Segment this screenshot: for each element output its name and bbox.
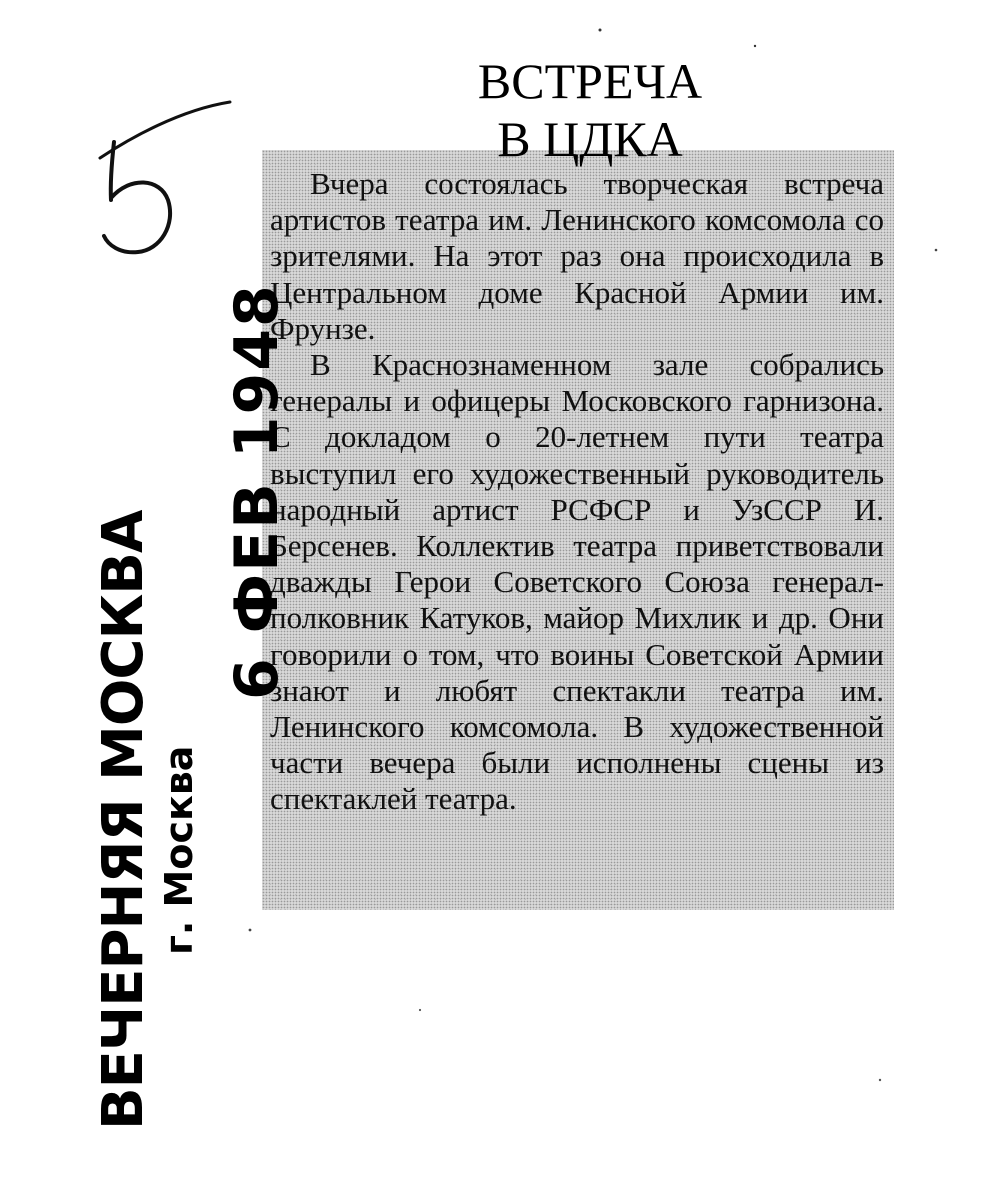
article-paragraph-1: Вчера состоялась творческая встреча артистов театра им. Ленинского комсомола со зрителями. На этот раз она происходила в Центральном доме Красной Армии им. Фрунзе. [270,166,884,346]
headline-line-2: В ЦДКА [497,111,683,167]
article-body [270,166,884,818]
stamp-publication-name: ВЕЧЕРНЯЯ МОСКВА [91,510,156,1130]
stamp-city: г. Москва [157,745,201,955]
article-headline [440,52,740,168]
stamp-date: 6 ФЕВ 1948 [222,283,292,700]
handwritten-number-mark [90,80,290,270]
article-paragraph-2: В Краснознаменном зале собрались генералы и офицеры Московского гарнизона. С докладом о 20-летнем пути театра выступил его художественный руководитель народный артист РСФСР и УзССР И. Берсенев. Коллектив театра приветствовали дважды Герои Советского Союза генерал-полковник Катуков, майор Михлик и др. Они говорили о том, что воины Советской Армии знают и любят спектакли театра им. Ленинского комсомола. В художественной части вечера были исполнены сцены из спектаклей театра. [270,347,884,817]
headline-line-1: ВСТРЕЧА [477,53,703,109]
